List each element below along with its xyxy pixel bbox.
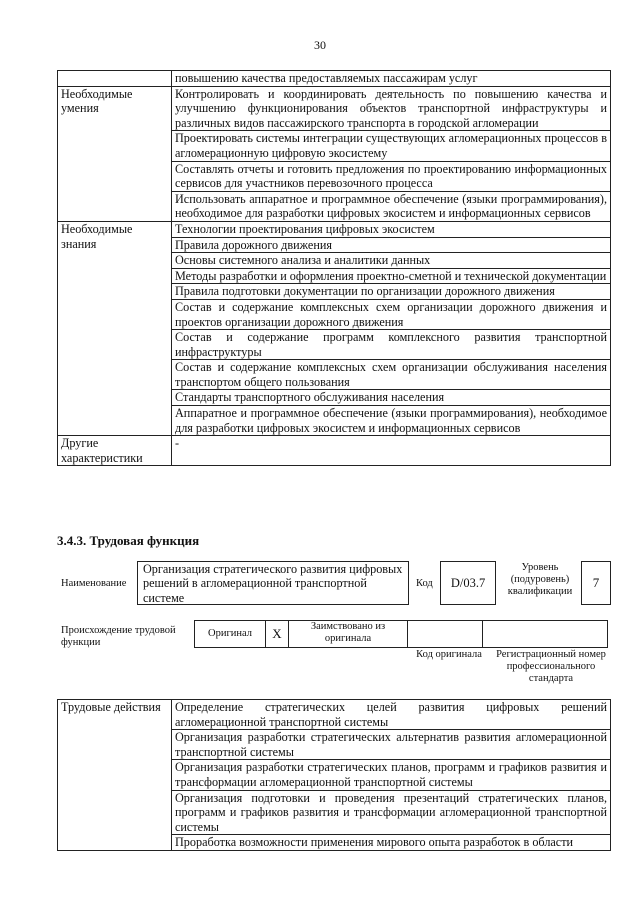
borrowed-label: Заимствовано из оригинала: [289, 621, 408, 648]
registration-caption: Регистрационный номер профессионального стандарта: [496, 649, 606, 684]
table-row: [58, 221, 611, 237]
continued-row-text: повышению качества предоставляемых пассажирам услуг: [172, 71, 611, 87]
page-number: 30: [314, 38, 326, 52]
labor-action-item: Организация подготовки и проведения презентаций стратегических планов, программ и графиков развития и трансформации агломерационной транспортной системы: [172, 790, 611, 835]
other-characteristics-value: -: [172, 436, 611, 466]
original-mark: X: [266, 621, 289, 648]
name-label: Наименование: [61, 578, 127, 589]
code-caption: Код оригинала: [416, 649, 482, 660]
knowledge-item: Состав и содержание комплексных схем организации дорожного движения и проектов организации дорожного движения: [172, 299, 611, 329]
skill-item: Использовать аппаратное и программное обеспечение (языки программирования), необходимое для разработки цифровых экосистем и информационных сервисов: [172, 191, 611, 221]
other-characteristics-label: Другие характеристики: [58, 436, 172, 466]
knowledge-item: Методы разработки и оформления проектно-сметной и технической документации: [172, 268, 611, 284]
registration-number-cell: [483, 621, 608, 648]
section-heading: 3.4.3. Трудовая функция: [57, 533, 200, 548]
knowledge-item: Основы системного анализа и аналитики данных: [172, 253, 611, 269]
table-row: [58, 436, 611, 466]
original-label: Оригинал: [195, 621, 266, 648]
skill-item: Составлять отчеты и готовить предложения по проектированию информационных сервисов для участников перевозочного процесса: [172, 161, 611, 191]
labor-action-item: Определение стратегических целей развития цифровых решений агломерационной транспортной системы: [172, 700, 611, 730]
knowledge-item: Состав и содержание программ комплексного развития транспортной инфраструктуры: [172, 330, 611, 360]
table-row: [58, 71, 611, 87]
knowledge-item: Аппаратное и программное обеспечение (языки программирования), необходимое для разработки цифровых экосистем и информационных сервисов: [172, 406, 611, 436]
labor-actions-table: [57, 699, 611, 851]
skills-label: Необходимые умения: [58, 86, 172, 221]
knowledge-item: Стандарты транспортного обслуживания населения: [172, 390, 611, 406]
labor-action-item: Организация разработки стратегических планов, программ и графиков развития и трансформации агломерационной транспортной системы: [172, 760, 611, 790]
labor-action-item: Проработка возможности применения мирового опыта разработок в области: [172, 835, 611, 851]
table-row: [58, 700, 611, 730]
knowledge-item: Правила подготовки документации по организации дорожного движения: [172, 284, 611, 300]
skill-item: Контролировать и координировать деятельность по повышению качества и улучшению функционирования объектов транспортной инфраструктуры и различных видов пассажирского транспорта в городской агломерации: [172, 86, 611, 131]
knowledge-label: Необходимые знания: [58, 221, 172, 435]
knowledge-item: Состав и содержание комплексных схем организации обслуживания населения транспортом общего пользования: [172, 360, 611, 390]
qualification-level-box: 7: [581, 561, 611, 605]
knowledge-item: Технологии проектирования цифровых экосистем: [172, 221, 611, 237]
function-name-box: Организация стратегического развития цифровых решений в агломерационной транспортной системе: [137, 561, 409, 605]
qualification-level-label: Уровень (подуровень) квалификации: [507, 562, 573, 597]
skills-knowledge-table: [57, 70, 611, 466]
labor-action-item: Организация разработки стратегических альтернатив развития агломерационной транспортной системы: [172, 730, 611, 760]
function-code-box: D/03.7: [440, 561, 496, 605]
labor-actions-label: Трудовые действия: [58, 700, 172, 851]
origin-table: [194, 620, 608, 648]
knowledge-item: Правила дорожного движения: [172, 237, 611, 253]
empty-category-cell: [58, 71, 172, 87]
origin-label: Происхождение трудовой функции: [61, 625, 176, 648]
table-row: [58, 86, 611, 131]
original-code-cell: [408, 621, 483, 648]
code-label: Код: [416, 578, 433, 589]
skill-item: Проектировать системы интеграции существующих агломерационных процессов в агломерационную цифровую экосистему: [172, 131, 611, 161]
